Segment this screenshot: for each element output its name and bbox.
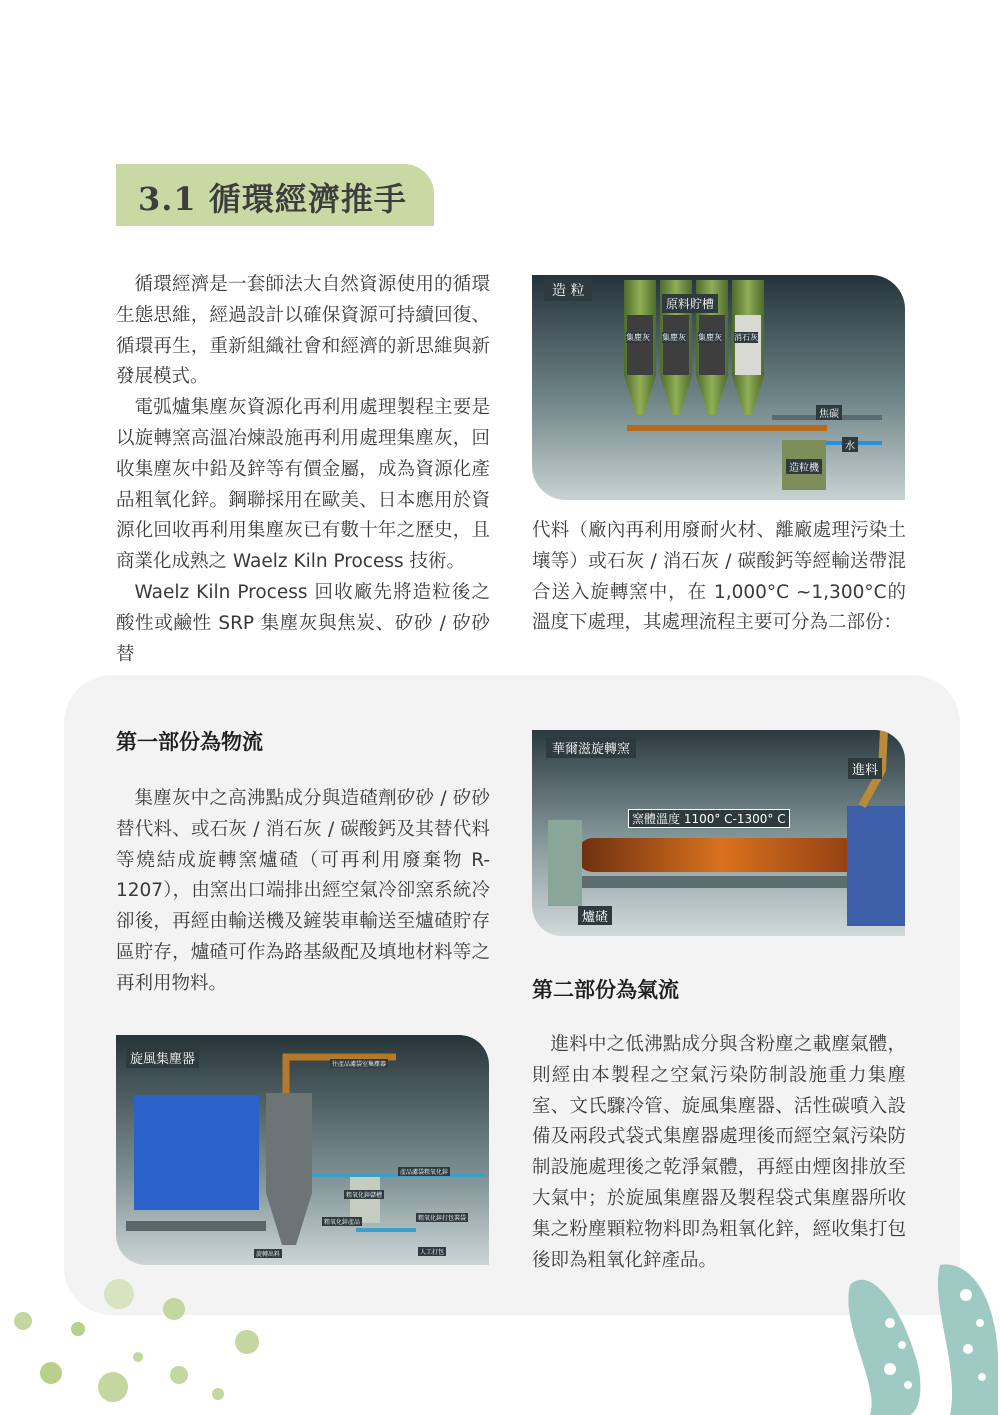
section-number: 3.1 — [138, 180, 197, 218]
deco-dot — [98, 1372, 128, 1402]
cyclone-label-5: 粗氧化鋅打包裝袋 — [418, 1215, 467, 1222]
bin-label-4: 消石灰 — [734, 333, 758, 342]
kiln-support — [562, 876, 862, 888]
kiln-feed-end — [847, 806, 905, 926]
intro-left-column — [116, 270, 490, 670]
cyclone-label-7: 人工打包 — [420, 1249, 445, 1256]
conveyor-belt — [627, 425, 827, 431]
cyclone-label-3: 粗氧化鋅儲槽 — [346, 1192, 383, 1199]
decorative-seaweed — [830, 1245, 1000, 1415]
deco-dot — [14, 1312, 32, 1330]
kiln-tag: 華爾滋旋轉窯 — [546, 737, 636, 758]
deco-dot — [170, 1366, 188, 1384]
bin-label-2: 集塵灰 — [662, 333, 686, 342]
deco-dot — [40, 1362, 62, 1384]
intro-paragraph-2: 電弧爐集塵灰資源化再利用處理製程主要是以旋轉窯高溫冶煉設施再利用處理集塵灰，回收集塵灰中鉛及鋅等有價金屬，成為資源化產品粗氧化鋅。鋼聯採用在歐美、日本應用於資源化回收再利用集塵灰已有數十年之歷史，且商業化成熟之 Waelz Kiln Process 技術。 — [116, 397, 490, 573]
kiln-figure — [532, 730, 905, 936]
section-title — [138, 174, 407, 220]
part1-text: 集塵灰中之高沸點成分與造碴劑矽砂 / 矽砂替代料、或石灰 / 消石灰 / 碳酸鈣及其替代料等燒結成旋轉窯爐碴（可再利用廢棄物 R-1207），由窯出口端排出經空氣冷卻窯系統冷卻後，再經由輸送機及鏟裝車輸送至爐碴貯存區貯存，爐碴可作為路基級配及填地材料等之再利用物料。 — [116, 788, 490, 994]
rotary-kiln — [577, 838, 867, 872]
part2-heading: 第二部份為氣流 — [532, 978, 679, 1002]
intro-paragraph-3: Waelz Kiln Process 回收廠先將造粒後之酸性或鹼性 SRP 集塵灰與焦炭、矽砂 / 矽砂替 — [116, 581, 490, 665]
deco-dot — [104, 1279, 134, 1309]
intro-paragraph-1: 循環經濟是一套師法大自然資源使用的循環生態思維，經過設計以確保資源可持續回復、循環再生，重新組織社會和經濟的新思維與新發展模式。 — [116, 274, 490, 388]
cyclone-figure — [116, 1035, 489, 1265]
pelletizing-tag: 造 粒 — [544, 279, 592, 301]
cyclone-label-1: 往產品濾袋室集塵器 — [332, 1061, 387, 1068]
part1-heading: 第一部份為物流 — [116, 730, 263, 754]
slag-label: 爐碴 — [578, 906, 612, 925]
feed-label: 進料 — [848, 758, 882, 779]
bin-label-3: 集塵灰 — [698, 333, 722, 342]
cyclone-tag: 旋風集塵器 — [126, 1047, 199, 1068]
kiln-temp-label: 窯體溫度 1100° C-1300° C — [628, 809, 790, 828]
part1-body — [116, 784, 490, 1000]
intro-continuation: 代料（廠內再利用廢耐火材、離廠處理污染土壤等）或石灰 / 消石灰 / 碳酸鈣等經輸送帶混合送入旋轉窯中，在 1,000°C ~1,300°C的溫度下處理，其處理流程主要可分為二部份： — [532, 520, 906, 634]
deco-dot — [163, 1298, 185, 1320]
hopper-label: 原料貯槽 — [662, 294, 718, 313]
deco-dot — [235, 1330, 259, 1354]
kiln-discharge-hood — [548, 820, 582, 906]
pelletizing-figure — [532, 275, 905, 500]
intro-right-column — [532, 516, 906, 639]
part2-body — [532, 1030, 906, 1276]
water-label: 水 — [842, 437, 858, 452]
deco-dot — [212, 1388, 224, 1400]
bin-label-1: 集塵灰 — [626, 333, 650, 342]
deco-dot — [71, 1322, 85, 1336]
cyclone-label-4: 粗氧化鋅產品 — [324, 1219, 361, 1226]
cyclone-label-2: 產品濾袋粗氧化鋅 — [400, 1169, 449, 1176]
part2-text: 進料中之低沸點成分與含粉塵之載塵氣體，則經由本製程之空氣污染防制設施重力集塵室、文氏驟冷管、旋風集塵器、活性碳噴入設備及兩段式袋式集塵器處理後而經空氣污染防制設施處理後之乾淨氣體，再經由煙囪排放至大氣中；於旋風集塵器及製程袋式集塵器所收集之粉塵顆粒物料即為粗氧化鋅，經收集打包後即為粗氧化鋅產品。 — [532, 1034, 906, 1271]
cyclone-label-6: 旋轉出料 — [256, 1251, 281, 1258]
section-title-tab — [116, 164, 434, 226]
baghouse — [134, 1095, 259, 1210]
section-title-text: 循環經濟推手 — [208, 180, 407, 218]
pelletizer-label: 造粒機 — [786, 459, 822, 474]
coke-label: 焦碳 — [816, 405, 842, 420]
deco-dot — [133, 1352, 143, 1362]
cyclone-body — [266, 1093, 312, 1193]
